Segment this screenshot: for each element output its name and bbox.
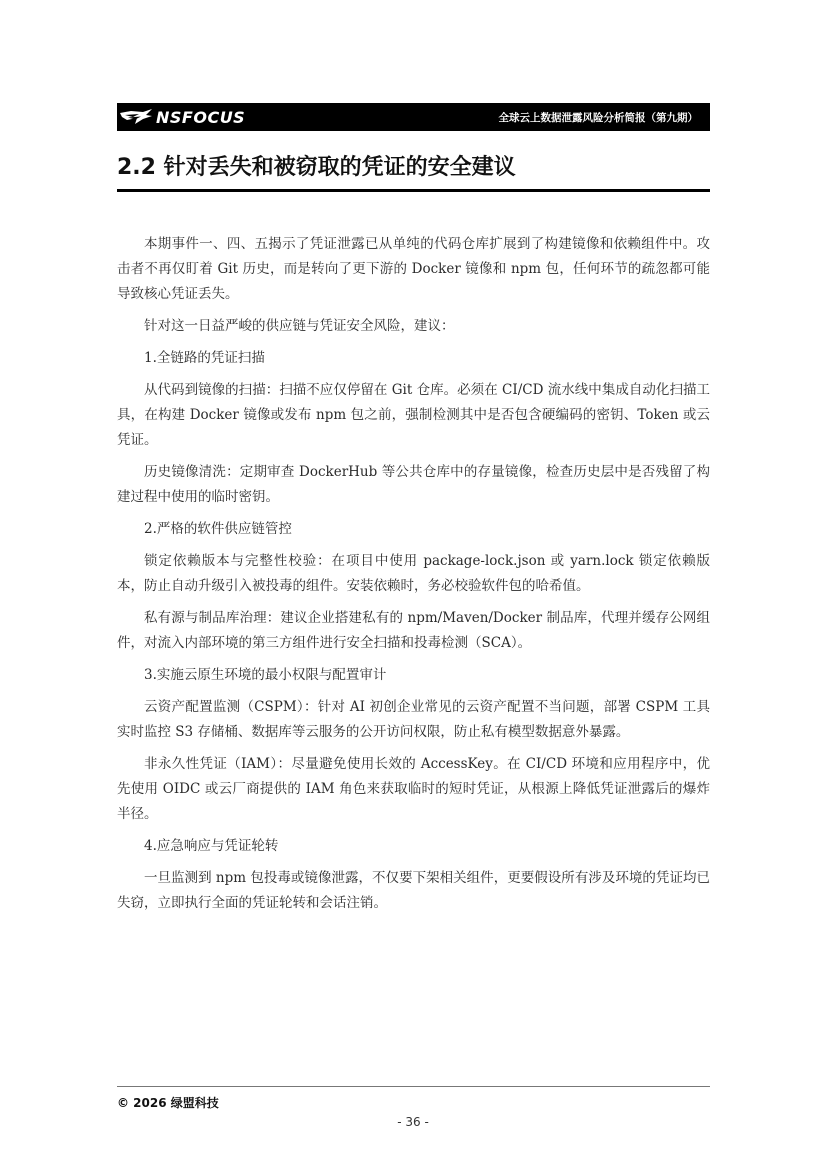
- body-text: [117, 232, 710, 923]
- section-title: 2.2 针对丢失和被窃取的凭证的安全建议: [117, 155, 516, 180]
- paragraph: 锁定依赖版本与完整性校验：在项目中使用 package-lock.json 或 yarn.lock 锁定依赖版本，防止自动升级引入被投毒的组件。安装依赖时，务必校验软件包的哈希值。: [117, 553, 710, 594]
- paragraph: 本期事件一、四、五揭示了凭证泄露已从单纯的代码仓库扩展到了构建镜像和依赖组件中。攻击者不再仅盯着 Git 历史，而是转向了更下游的 Docker 镜像和 npm 包，任何环节的疏忽都可能导致核心凭证丢失。: [117, 236, 710, 302]
- section-divider: [117, 189, 710, 192]
- subheading: 2.严格的软件供应链管控: [144, 521, 292, 537]
- brand: [119, 107, 245, 127]
- paragraph: 一旦监测到 npm 包投毒或镜像泄露，不仅要下架相关组件，更要假设所有涉及环境的凭证均已失窃，立即执行全面的凭证轮转和会话注销。: [117, 870, 710, 911]
- paragraph: 针对这一日益严峻的供应链与凭证安全风险，建议：: [144, 318, 455, 334]
- report-title: 全球云上数据泄露风险分析简报（第九期）: [498, 111, 698, 124]
- footer-divider: [117, 1086, 710, 1087]
- paragraph: 历史镜像清洗：定期审查 DockerHub 等公共仓库中的存量镜像，检查历史层中是否残留了构建过程中使用的临时密钥。: [117, 464, 710, 505]
- subheading: 4.应急响应与凭证轮转: [144, 838, 279, 854]
- subheading: 1.全链路的凭证扫描: [144, 350, 265, 366]
- copyright: © 2026 绿盟科技: [117, 1096, 219, 1110]
- paragraph: 从代码到镜像的扫描：扫描不应仅停留在 Git 仓库。必须在 CI/CD 流水线中集成自动化扫描工具，在构建 Docker 镜像或发布 npm 包之前，强制检测其中是否包含硬编码的密钥、Token 或云凭证。: [117, 382, 710, 448]
- paragraph: 非永久性凭证（IAM）：尽量避免使用长效的 AccessKey。在 CI/CD 环境和应用程序中，优先使用 OIDC 或云厂商提供的 IAM 角色来获取临时的短时凭证，从根源上降低凭证泄露后的爆炸半径。: [117, 756, 710, 822]
- page-number: - 36 -: [397, 1115, 429, 1129]
- brand-name: NSFOCUS: [156, 107, 246, 127]
- page-header: [117, 103, 710, 131]
- paragraph: 云资产配置监测（CSPM）：针对 AI 初创企业常见的云资产配置不当问题，部署 CSPM 工具实时监控 S3 存储桶、数据库等云服务的公开访问权限，防止私有模型数据意外暴露。: [117, 699, 710, 740]
- subheading: 3.实施云原生环境的最小权限与配置审计: [144, 667, 387, 683]
- paragraph: 私有源与制品库治理：建议企业搭建私有的 npm/Maven/Docker 制品库，代理并缓存公网组件，对流入内部环境的第三方组件进行安全扫描和投毒检测（SCA）。: [117, 610, 710, 651]
- nsfocus-logo-icon: [119, 107, 153, 127]
